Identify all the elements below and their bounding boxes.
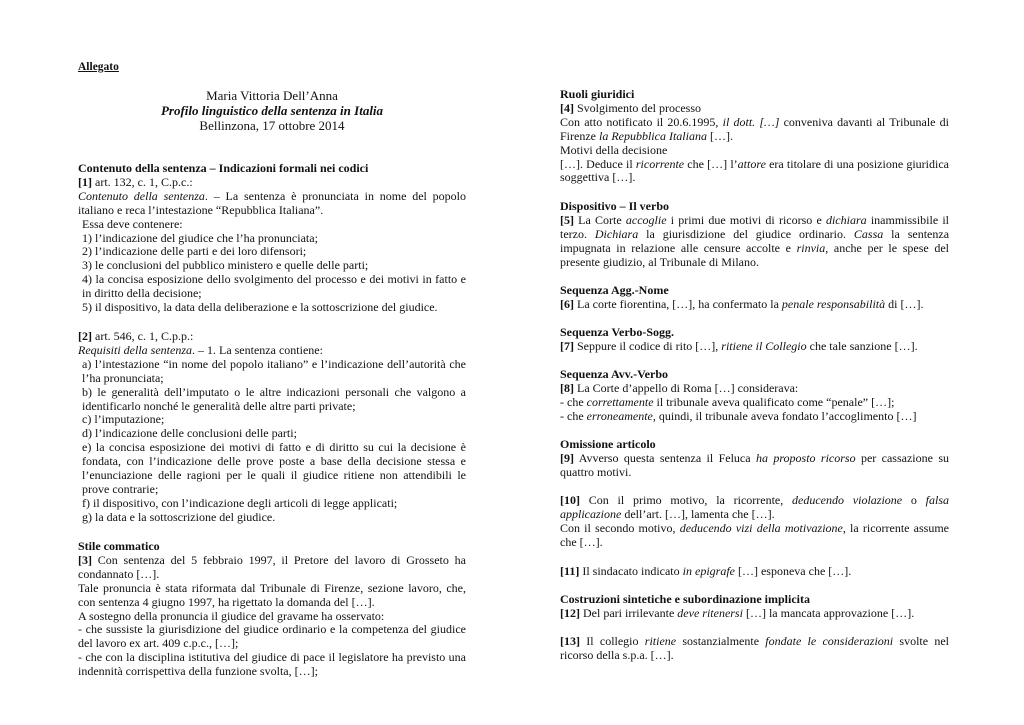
citation-text: art. 132, c. 1, C.p.c.: <box>92 174 193 189</box>
text: - che <box>560 408 587 423</box>
text: di […]. <box>885 296 924 311</box>
section-omissione <box>560 438 949 480</box>
example-number: [3] <box>78 552 92 567</box>
paragraph: - che sussiste la giurisdizione del giudice ordinario e la competenza del giudice del lavoro ex art. 409 c.p.c., […]; <box>78 622 466 651</box>
italic-text: dichiara <box>825 212 867 227</box>
italic-text: correttamente <box>586 394 654 409</box>
example-number: [1] <box>78 174 92 189</box>
example-number: [7] <box>560 338 574 353</box>
paragraph <box>560 396 949 410</box>
section-heading: Sequenza Agg.-Nome <box>560 283 669 297</box>
section-heading: Contenuto della sentenza – Indicazioni formali nei codici <box>78 161 369 175</box>
text: il tribunale aveva qualificato come “penale” […]; <box>653 394 895 409</box>
text: […]. Deduce il <box>560 156 636 171</box>
paragraph <box>560 382 949 396</box>
text: Svolgimento del processo <box>574 100 701 115</box>
text: Seppure il codice di rito […], <box>574 338 722 353</box>
paragraph: Motivi della decisione <box>560 142 668 157</box>
italic-text: la Repubblica Italiana <box>598 128 707 143</box>
list-item: 5) il dispositivo, la data della deliberazione e la sottoscrizione del giudice. <box>82 300 438 315</box>
paragraph <box>78 344 466 358</box>
list-item: g) la data e la sottoscrizione del giudice. <box>82 509 276 524</box>
section-heading: Stile commatico <box>78 539 160 553</box>
text: . – 1. La sentenza contiene: <box>191 342 323 357</box>
list-item: f) il dispositivo, con l’indicazione degli articoli di legge applicati; <box>82 495 398 510</box>
section-heading: Sequenza Avv.-Verbo <box>560 367 669 381</box>
paragraph <box>560 298 949 312</box>
talk-title: Profilo linguistico della sentenza in Italia <box>160 103 384 118</box>
text: sostanzialmente <box>676 634 766 648</box>
example-11 <box>560 565 949 579</box>
text: che tale sanzione […]. <box>806 338 918 353</box>
example-number: [13] <box>560 634 580 648</box>
text: La corte fiorentina, […], ha confermato la <box>574 296 782 311</box>
italic-text: erroneamente <box>586 408 653 423</box>
section-dispositivo <box>560 200 949 270</box>
text: […]. <box>706 128 733 143</box>
paragraph: Tale pronuncia è stata riformata dal Tribunale di Firenze, sezione lavoro, che, con sentenza 4 giugno 1997, ha rigettato la domanda del […]. <box>78 580 466 609</box>
example-number: [4] <box>560 100 574 115</box>
text: Il collegio <box>580 634 645 648</box>
paragraph <box>560 607 949 621</box>
text: conveniva davanti al Tribunale di Firenze <box>560 114 950 143</box>
text: la sentenza impugnata in relazione alle censure accolte e <box>560 226 950 255</box>
section-contenuto <box>78 162 466 315</box>
example-10 <box>560 494 949 550</box>
italic-text: ritiene <box>644 634 677 648</box>
example-number: [8] <box>560 380 574 395</box>
italic-text: deducendo violazione <box>792 493 903 507</box>
paragraph <box>560 522 949 550</box>
italic-text: penale responsabilità <box>781 296 886 311</box>
italic-text: deve ritenersi <box>677 605 743 620</box>
text: dell’art. […], lamenta che […]. <box>621 506 775 521</box>
example-number: [2] <box>78 329 92 343</box>
text: svolte nel ricorso della s.p.a. […]. <box>560 634 949 662</box>
section-ruoli <box>560 88 949 185</box>
paragraph <box>78 554 466 582</box>
text: Con sentenza del 5 febbraio 1997, il Pretore del lavoro di Grosseto ha condannato […]. <box>78 552 466 581</box>
list-item: e) la concisa esposizione dei motivi di fatto e di diritto su cui la decisione è fondata, con l’indicazione delle prove poste a base della decisione stessa e l’enunciazione delle ragioni per le quali il giudice ritiene non attendibili le prove contrarie; <box>82 440 466 496</box>
example-number: [11] <box>560 564 580 578</box>
document-header <box>78 88 466 133</box>
italic-text: ritiene il Collegio <box>721 338 807 353</box>
place-date: Bellinzona, 17 ottobre 2014 <box>199 118 345 133</box>
text: Con atto notificato il 20.6.1995, <box>560 114 723 129</box>
text: La Corte d’appello di Roma […] considerava: <box>574 380 799 395</box>
section-heading: Sequenza Verbo-Sogg. <box>560 325 675 339</box>
example-13 <box>560 635 949 663</box>
text: inammissibile il terzo. <box>560 212 950 241</box>
italic-text: ha proposto ricorso <box>755 450 856 465</box>
paragraph <box>560 158 949 186</box>
paragraph <box>560 410 949 424</box>
citation <box>78 176 466 190</box>
paragraph <box>560 452 949 480</box>
paragraph <box>78 190 466 218</box>
text: . – La sentenza è pronunciata in nome del popolo italiano e reca l’intestazione “Repubblica Italiana”. <box>78 188 467 217</box>
text: o <box>902 493 926 507</box>
text: la giurisdizione del giudice ordinario. <box>638 226 854 241</box>
allegato-label: Allegato <box>78 61 119 73</box>
text: che […] l’ <box>684 156 738 171</box>
text: Avverso questa sentenza il Feluca <box>574 450 756 465</box>
paragraph: A sostegno della pronuncia il giudice del gravame ha osservato: <box>78 608 385 623</box>
italic-text: accoglie <box>625 212 667 227</box>
text: , la ricorrente assume che […]. <box>560 520 950 549</box>
paragraph <box>560 565 949 579</box>
text: La Corte <box>574 212 626 227</box>
citation-text: art. 546, c. 1, C.p.p.: <box>92 329 194 343</box>
italic-text: Dichiara <box>594 226 639 241</box>
italic-text: attore <box>737 156 766 171</box>
italic-text: il dott. […] <box>722 114 780 129</box>
section-avv-verbo <box>560 368 949 424</box>
example-number: [12] <box>560 605 580 620</box>
example-number: [6] <box>560 296 574 311</box>
list-item: 2) l’indicazione delle parti e dei loro difensori; <box>82 244 307 259</box>
section-stile-commatico <box>78 540 466 679</box>
example-number: [10] <box>560 493 580 507</box>
list-item: 1) l’indicazione del giudice che l’ha pronunciata; <box>82 230 318 245</box>
italic-text: deducendo vizi della motivazione <box>679 520 843 535</box>
text: […] esponeva che […]. <box>734 564 852 578</box>
paragraph <box>560 102 949 116</box>
italic-text: rinvia <box>796 240 826 255</box>
list-item: a) l’intestazione “in nome del popolo italiano” e l’indicazione dell’autorità che l’ha pronunciata; <box>82 356 466 385</box>
section-requisiti <box>78 330 466 525</box>
paragraph <box>560 340 949 354</box>
italic-text: Contenuto della sentenza <box>78 188 205 203</box>
section-verbo-sogg <box>560 326 949 354</box>
text: Con il secondo motivo, <box>560 520 680 535</box>
text: Del pari irrilevante <box>580 605 678 620</box>
section-heading: Omissione articolo <box>560 437 656 451</box>
citation <box>78 330 466 344</box>
italic-text: Cassa <box>853 226 884 241</box>
section-agg-nome <box>560 284 949 312</box>
section-heading: Ruoli giuridici <box>560 87 635 101</box>
paragraph <box>560 494 949 522</box>
italic-text: in epigrafe <box>682 564 735 578</box>
text: , quindi, il tribunale aveva fondato l’accoglimento […] <box>652 408 917 423</box>
text: , anche per le spese del presente giudizio, al Tribunale di Milano. <box>560 240 949 269</box>
italic-text: Requisiti della sentenza <box>78 342 192 357</box>
list-item: 4) la concisa esposizione dello svolgimento del processo e dei motivi in fatto e in diritto della decisione; <box>82 272 466 301</box>
example-number: [5] <box>560 212 574 227</box>
list-item: 3) le conclusioni del pubblico ministero e quelle delle parti; <box>82 258 369 273</box>
paragraph <box>560 635 949 663</box>
paragraph <box>560 116 949 144</box>
example-number: [9] <box>560 450 574 465</box>
text: Con il primo motivo, la ricorrente, <box>580 493 793 507</box>
paragraph <box>560 214 949 270</box>
text: era titolare di una posizione giuridica soggettiva […]. <box>560 156 949 185</box>
text: i primi due motivi di ricorso e <box>666 212 826 227</box>
list-item: c) l’imputazione; <box>82 412 165 427</box>
section-heading: Costruzioni sintetiche e subordinazione implicita <box>560 592 810 606</box>
list-item: b) le generalità dell’imputato o le altre indicazioni personali che valgono a identificarlo nonché le generalità delle altre parti private; <box>82 384 466 413</box>
text: per cassazione su quattro motivi. <box>560 450 949 479</box>
paragraph: - che con la disciplina istitutiva del giudice di pace il legislatore ha previsto una indennità corrispettiva della funzione svolta, […]; <box>78 650 466 679</box>
italic-text: falsa applicazione <box>560 493 949 521</box>
section-heading: Dispositivo – Il verbo <box>560 199 670 213</box>
text: - che <box>560 394 587 409</box>
italic-text: fondate le considerazioni <box>765 634 894 648</box>
italic-text: ricorrente <box>635 156 685 171</box>
section-costruzioni <box>560 593 949 621</box>
list-item: d) l’indicazione delle conclusioni delle parti; <box>82 426 297 441</box>
list-item: Essa deve contenere: <box>82 216 183 231</box>
text: Il sindacato indicato <box>579 564 683 578</box>
text: […] la mancata approvazione […]. <box>742 605 915 620</box>
author: Maria Vittoria Dell’Anna <box>206 88 338 103</box>
